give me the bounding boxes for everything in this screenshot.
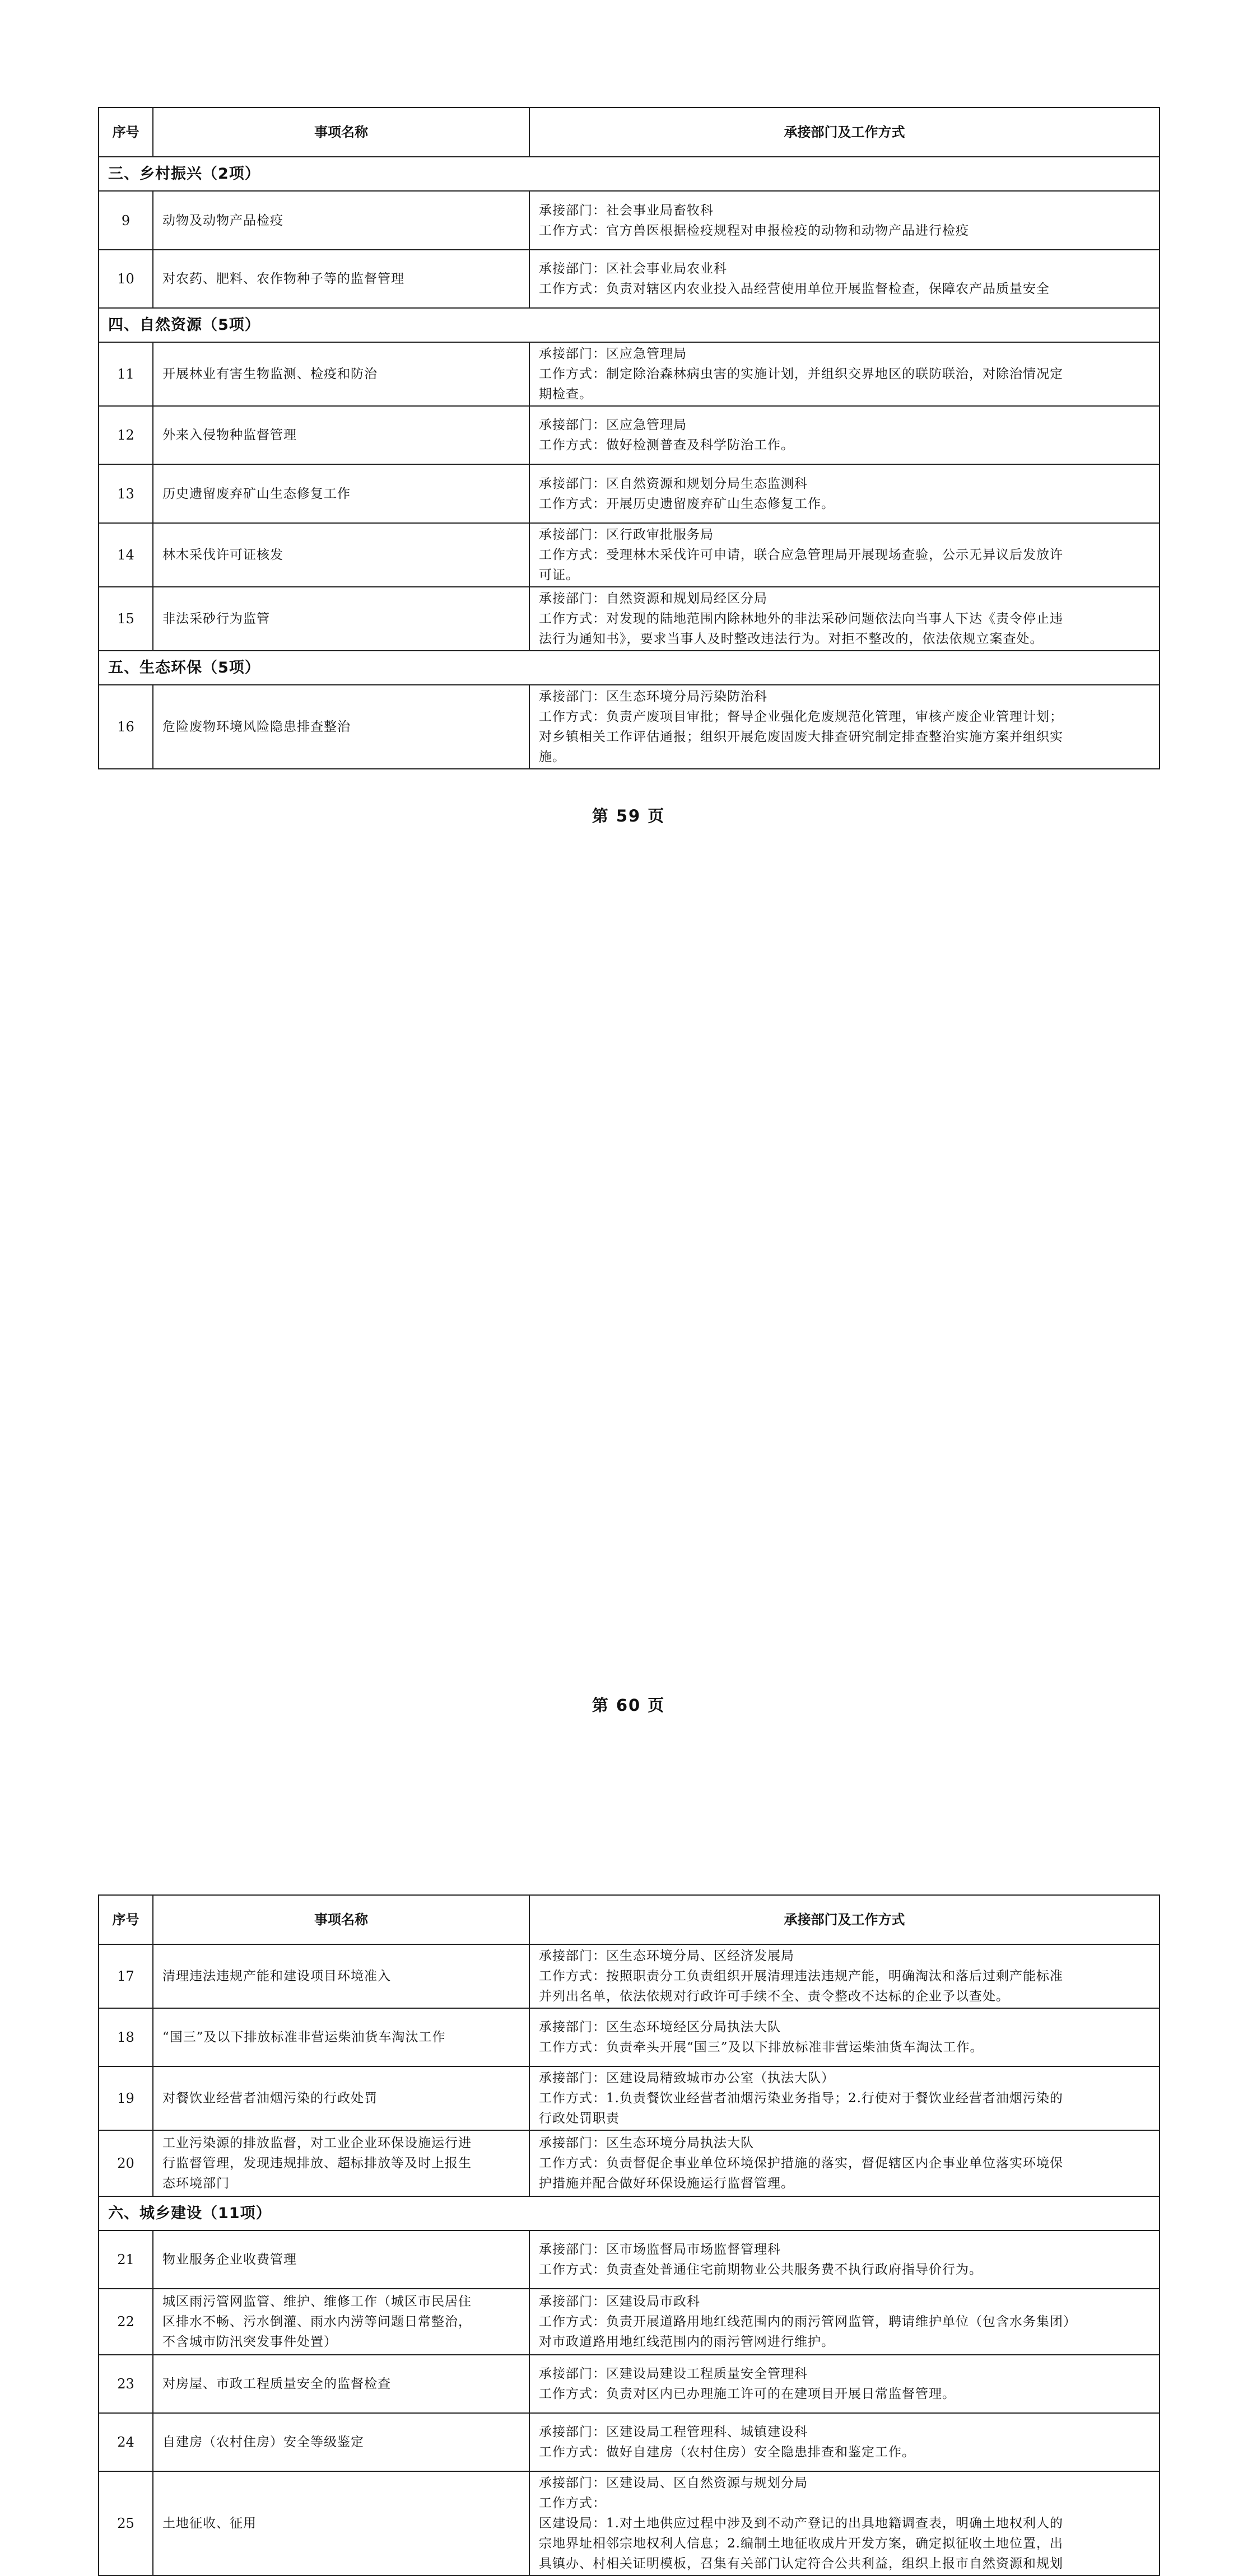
- page-number: 第 60 页: [592, 1696, 665, 1715]
- table-row: [99, 523, 1160, 587]
- row-number: 12: [99, 406, 153, 464]
- section-title: 四、自然资源（5项）: [99, 308, 1160, 342]
- section-row: [99, 157, 1160, 191]
- item-detail: 承接部门：区建设局建设工程质量安全管理科 工作方式：负责对区内已办理施工许可的在建项目开展日常监督管理。: [529, 2355, 1160, 2413]
- item-detail: 承接部门：区生态环境分局、区经济发展局 工作方式：按照职责分工负责组织开展清理违法违规产能，明确淘汰和落后过剩产能标准 并列出名单，依法依规对行政许可手续不全、责令整改不达标的企业予以查处。: [529, 1944, 1160, 2008]
- item-detail: 承接部门：区生态环境经区分局执法大队 工作方式：负责牵头开展“国三”及以下排放标准非营运柴油货车淘汰工作。: [529, 2008, 1160, 2066]
- row-number: 11: [99, 342, 153, 406]
- row-number: 25: [99, 2471, 153, 2575]
- row-number: 16: [99, 685, 153, 769]
- section-title: 六、城乡建设（11项）: [99, 2196, 1160, 2230]
- item-name: 外来入侵物种监督管理: [153, 406, 529, 464]
- item-detail: 承接部门：区生态环境分局执法大队 工作方式：负责督促企事业单位环境保护措施的落实，督促辖区内企事业单位落实环境保 护措施并配合做好环保设施运行监督管理。: [529, 2130, 1160, 2196]
- table-row: [99, 2130, 1160, 2196]
- section-row: [99, 308, 1160, 342]
- item-name: 工业污染源的排放监督，对工业企业环保设施运行进 行监督管理，发现违规排放、超标排放等及时上报生 态环境部门: [153, 2130, 529, 2196]
- section-title: 五、生态环保（5项）: [99, 651, 1160, 685]
- table-row: [99, 2230, 1160, 2289]
- header-item-name: 事项名称: [153, 108, 529, 157]
- table-row: [99, 2471, 1160, 2575]
- row-number: 15: [99, 587, 153, 651]
- matters-table: [98, 107, 1160, 769]
- item-name: 历史遗留废弃矿山生态修复工作: [153, 464, 529, 523]
- table-row: [99, 2066, 1160, 2130]
- item-detail: 承接部门：区建设局市政科 工作方式：负责开展道路用地红线范围内的雨污管网监管，聘请维护单位（包含水务集团） 对市政道路用地红线范围内的雨污管网进行维护。: [529, 2289, 1160, 2355]
- header-serial: 序号: [99, 108, 153, 157]
- item-name: 土地征收、征用: [153, 2471, 529, 2575]
- row-number: 23: [99, 2355, 153, 2413]
- row-number: 22: [99, 2289, 153, 2355]
- item-detail: 承接部门：区自然资源和规划分局生态监测科 工作方式：开展历史遗留废弃矿山生态修复工作。: [529, 464, 1160, 523]
- section-row: [99, 651, 1160, 685]
- item-name: 清理违法违规产能和建设项目环境准入: [153, 1944, 529, 2008]
- item-detail: 承接部门：区应急管理局 工作方式：制定除治森林病虫害的实施计划，并组织交界地区的联防联治，对除治情况定 期检查。: [529, 342, 1160, 406]
- header-department-method: 承接部门及工作方式: [529, 108, 1160, 157]
- table-header-row: [99, 1895, 1160, 1944]
- row-number: 10: [99, 250, 153, 308]
- row-number: 24: [99, 2413, 153, 2471]
- table-row: [99, 2413, 1160, 2471]
- item-name: 林木采伐许可证核发: [153, 523, 529, 587]
- table-row: [99, 587, 1160, 651]
- item-detail: 承接部门：区建设局、区自然资源与规划分局 工作方式： 区建设局：1.对土地供应过程中涉及到不动产登记的出具地籍调查表，明确土地权利人的 宗地界址相邻宗地权利人信息；2.编制土地征收成片开发方案，确定拟征收土地位置，出 具镇办、村相关证明模板，召集有关部门认定符合公共利益，组织上报市自然资源和规划: [529, 2471, 1160, 2575]
- row-number: 13: [99, 464, 153, 523]
- section-row: [99, 2196, 1160, 2230]
- table-row: [99, 406, 1160, 464]
- table-row: [99, 250, 1160, 308]
- item-detail: 承接部门：社会事业局畜牧科 工作方式：官方兽医根据检疫规程对申报检疫的动物和动物产品进行检疫: [529, 191, 1160, 250]
- table-row: [99, 342, 1160, 406]
- table-row: [99, 2355, 1160, 2413]
- page-59: [0, 0, 1257, 888]
- row-number: 21: [99, 2230, 153, 2289]
- item-detail: 承接部门：区社会事业局农业科 工作方式：负责对辖区内农业投入品经营使用单位开展监督检查，保障农产品质量安全: [529, 250, 1160, 308]
- row-number: 9: [99, 191, 153, 250]
- row-number: 14: [99, 523, 153, 587]
- section-title: 三、乡村振兴（2项）: [99, 157, 1160, 191]
- item-detail: 承接部门：区行政审批服务局 工作方式：受理林木采伐许可申请，联合应急管理局开展现场查验，公示无异议后发放许 可证。: [529, 523, 1160, 587]
- row-number: 20: [99, 2130, 153, 2196]
- item-name: 城区雨污管网监管、维护、维修工作（城区市民居住 区排水不畅、污水倒灌、雨水内涝等问题日常整治， 不含城市防汛突发事件处置）: [153, 2289, 529, 2355]
- table-row: [99, 464, 1160, 523]
- row-number: 18: [99, 2008, 153, 2066]
- matters-table: [98, 1894, 1160, 2576]
- row-number: 17: [99, 1944, 153, 2008]
- header-item-name: 事项名称: [153, 1895, 529, 1944]
- page-60: [0, 888, 1257, 2571]
- header-serial: 序号: [99, 1895, 153, 1944]
- page-number: 第 59 页: [592, 806, 665, 825]
- table-header-row: [99, 108, 1160, 157]
- item-name: 自建房（农村住房）安全等级鉴定: [153, 2413, 529, 2471]
- item-name: 对餐饮业经营者油烟污染的行政处罚: [153, 2066, 529, 2130]
- header-department-method: 承接部门及工作方式: [529, 1895, 1160, 1944]
- item-name: 非法采砂行为监管: [153, 587, 529, 651]
- item-detail: 承接部门：区生态环境分局污染防治科 工作方式：负责产废项目审批；督导企业强化危废规范化管理，审核产废企业管理计划； 对乡镇相关工作评估通报；组织开展危废固废大排查研究制定排查整治实施方案并组织实 施。: [529, 685, 1160, 769]
- item-name: “国三”及以下排放标准非营运柴油货车淘汰工作: [153, 2008, 529, 2066]
- table-row: [99, 191, 1160, 250]
- item-name: 对农药、肥料、农作物种子等的监督管理: [153, 250, 529, 308]
- row-number: 19: [99, 2066, 153, 2130]
- item-detail: 承接部门：区市场监督局市场监督管理科 工作方式：负责查处普通住宅前期物业公共服务费不执行政府指导价行为。: [529, 2230, 1160, 2289]
- table-row: [99, 685, 1160, 769]
- item-name: 开展林业有害生物监测、检疫和防治: [153, 342, 529, 406]
- item-name: 危险废物环境风险隐患排查整治: [153, 685, 529, 769]
- table-row: [99, 2289, 1160, 2355]
- item-name: 物业服务企业收费管理: [153, 2230, 529, 2289]
- item-name: 动物及动物产品检疫: [153, 191, 529, 250]
- item-detail: 承接部门：自然资源和规划局经区分局 工作方式：对发现的陆地范围内除林地外的非法采砂问题依法向当事人下达《责令停止违 法行为通知书》，要求当事人及时整改违法行为。对拒不整改的，依法依规立案查处。: [529, 587, 1160, 651]
- item-detail: 承接部门：区建设局精致城市办公室（执法大队） 工作方式：1.负责餐饮业经营者油烟污染业务指导；2.行使对于餐饮业经营者油烟污染的 行政处罚职责: [529, 2066, 1160, 2130]
- table-row: [99, 1944, 1160, 2008]
- item-detail: 承接部门：区应急管理局 工作方式：做好检测普查及科学防治工作。: [529, 406, 1160, 464]
- item-detail: 承接部门：区建设局工程管理科、城镇建设科 工作方式：做好自建房（农村住房）安全隐患排查和鉴定工作。: [529, 2413, 1160, 2471]
- table-row: [99, 2008, 1160, 2066]
- item-name: 对房屋、市政工程质量安全的监督检查: [153, 2355, 529, 2413]
